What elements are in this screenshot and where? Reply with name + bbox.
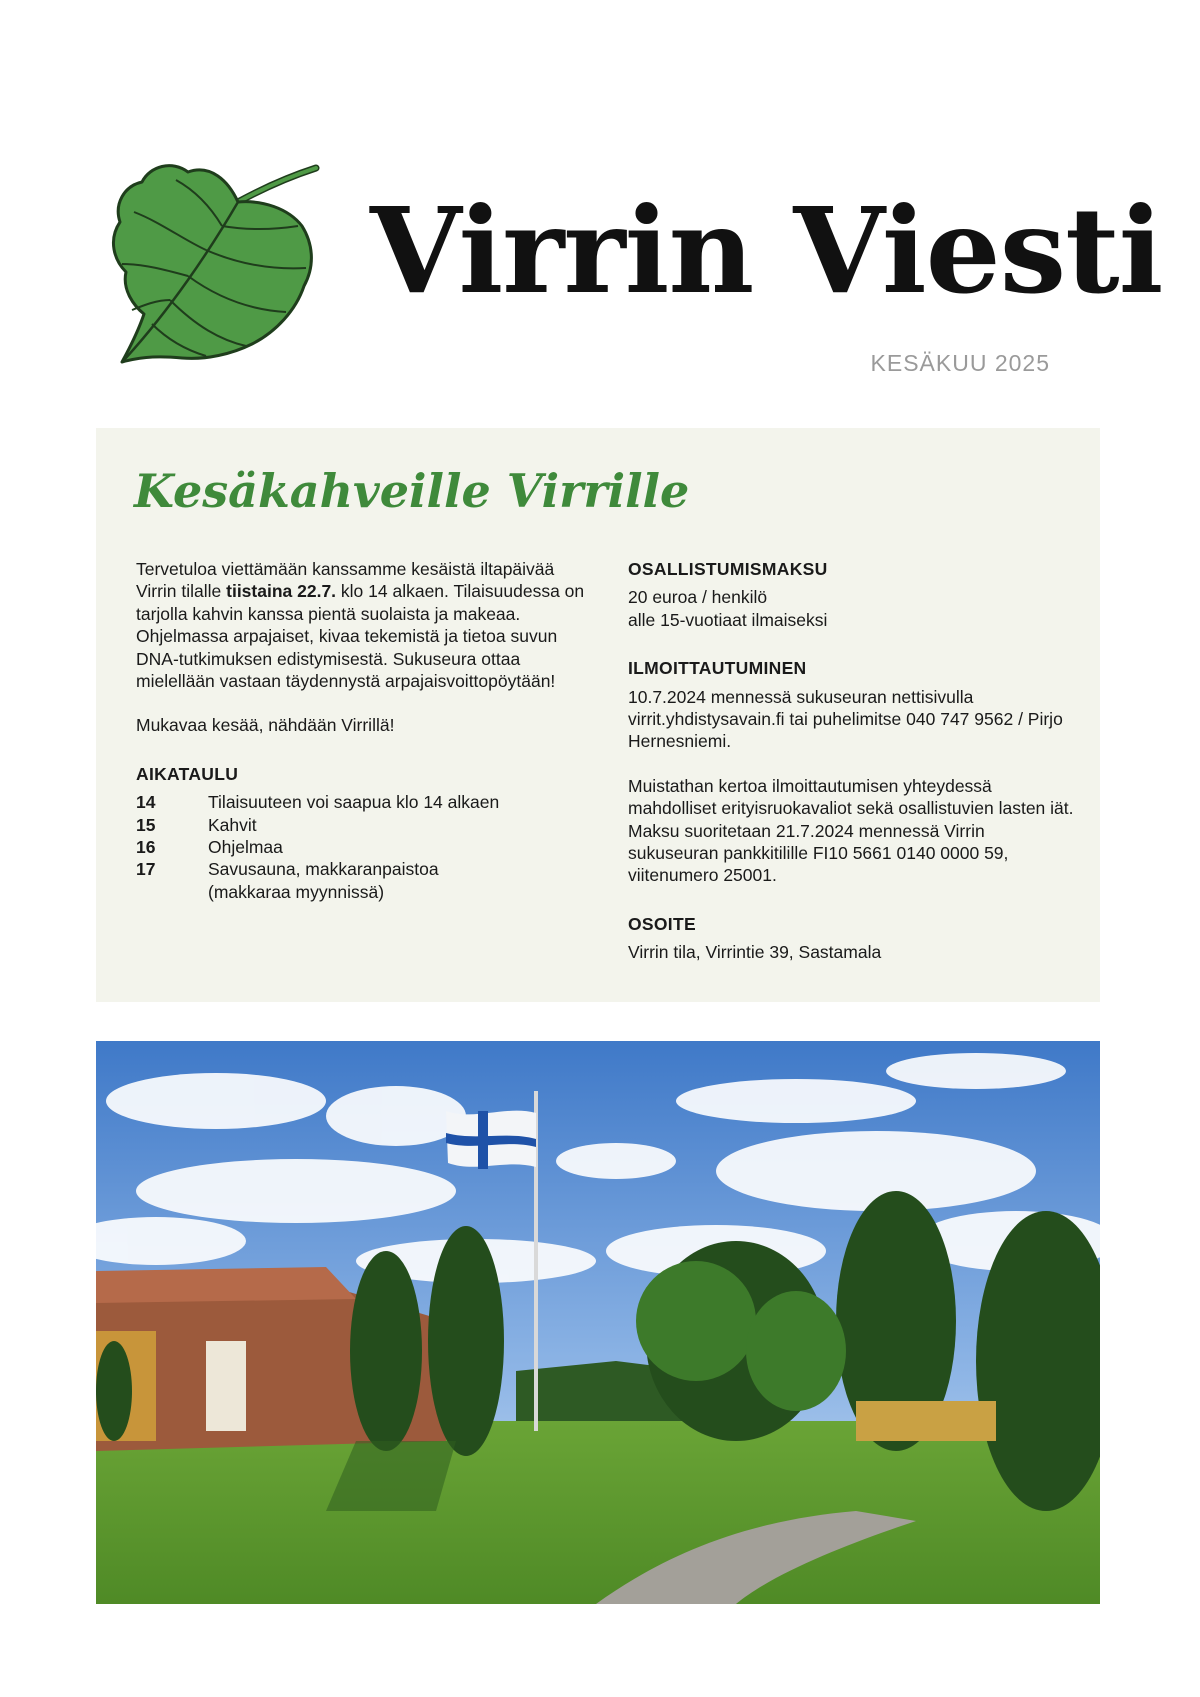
schedule-hour: 17 [136, 859, 156, 880]
schedule-row [136, 791, 596, 813]
right-column [628, 558, 1078, 964]
left-column [136, 558, 596, 903]
address-text: Virrin tila, Virrintie 39, Sastamala [628, 942, 882, 963]
registration-title: ILMOITTAUTUMINEN [628, 658, 807, 679]
intro-text-end: klo 14 alkaen. Tilaisuudessa on tarjolla kahvin kanssa pientä suolaista ja makeaa. Ohjelmassa arpajaiset, kivaa tekemistä ja tietoa suvun DNA-tutkimuksen edistymisestä. Sukuseura ottaa mielellään vastaan täydennystä arpajaisvoittopöytään! [136, 581, 585, 692]
registration-note: Muistathan kertoa ilmoittautumisen yhteydessä mahdolliset erityisruokavaliot sekä osallistuvien lasten iät. Maksu suoritetaan 21.7.2024 mennessä Virrin sukuseuran pankkitilille FI10 5661 0140 0000 59, viitenumero 25001. [628, 775, 1074, 886]
fee-line-2: alle 15-vuotiaat ilmaiseksi [628, 609, 828, 630]
schedule-row [136, 836, 596, 858]
registration-text: 10.7.2024 mennessä sukuseuran nettisivulla virrit.yhdistysavain.fi tai puhelimitse 040 747 9562 / Pirjo Hernesniemi. [628, 686, 1063, 752]
issue-date: KESÄKUU 2025 [870, 350, 1050, 376]
fee-title: OSALLISTUMISMAKSU [628, 559, 828, 579]
closing-text: Mukavaa kesää, nähdään Virrillä! [136, 715, 395, 736]
schedule-text: Savusauna, makkaranpaistoa (makkaraa myynnissä) [208, 859, 439, 902]
schedule-hour: 14 [136, 792, 156, 813]
masthead-title: Virrin Viesti [370, 181, 1163, 320]
schedule-title: AIKATAULU [136, 763, 239, 784]
panel-heading: Kesäkahveille Virrille [134, 464, 690, 518]
schedule-hour: 16 [136, 837, 156, 858]
intro-paragraph [136, 558, 596, 692]
schedule-text: Ohjelmaa [208, 837, 283, 858]
farm-yard-with-flag-photo [96, 1041, 1100, 1604]
schedule-row [136, 814, 596, 836]
intro-text-start: Tervetuloa viettämään kanssamme kesäistä iltapäivää Virrin tilalle [136, 559, 555, 602]
address-title: OSOITE [628, 913, 696, 934]
schedule-list [136, 791, 596, 903]
schedule-row [136, 858, 596, 903]
schedule-text: Kahvit [208, 814, 257, 835]
schedule-text: Tilaisuuteen voi saapua klo 14 alkaen [208, 792, 500, 813]
event-info-panel [96, 428, 1100, 1002]
event-date-highlight: tiistaina 22.7. [226, 581, 337, 602]
schedule-hour: 15 [136, 814, 156, 835]
linden-leaf-icon [110, 160, 340, 370]
fee-line-1: 20 euroa / henkilö [628, 587, 768, 608]
